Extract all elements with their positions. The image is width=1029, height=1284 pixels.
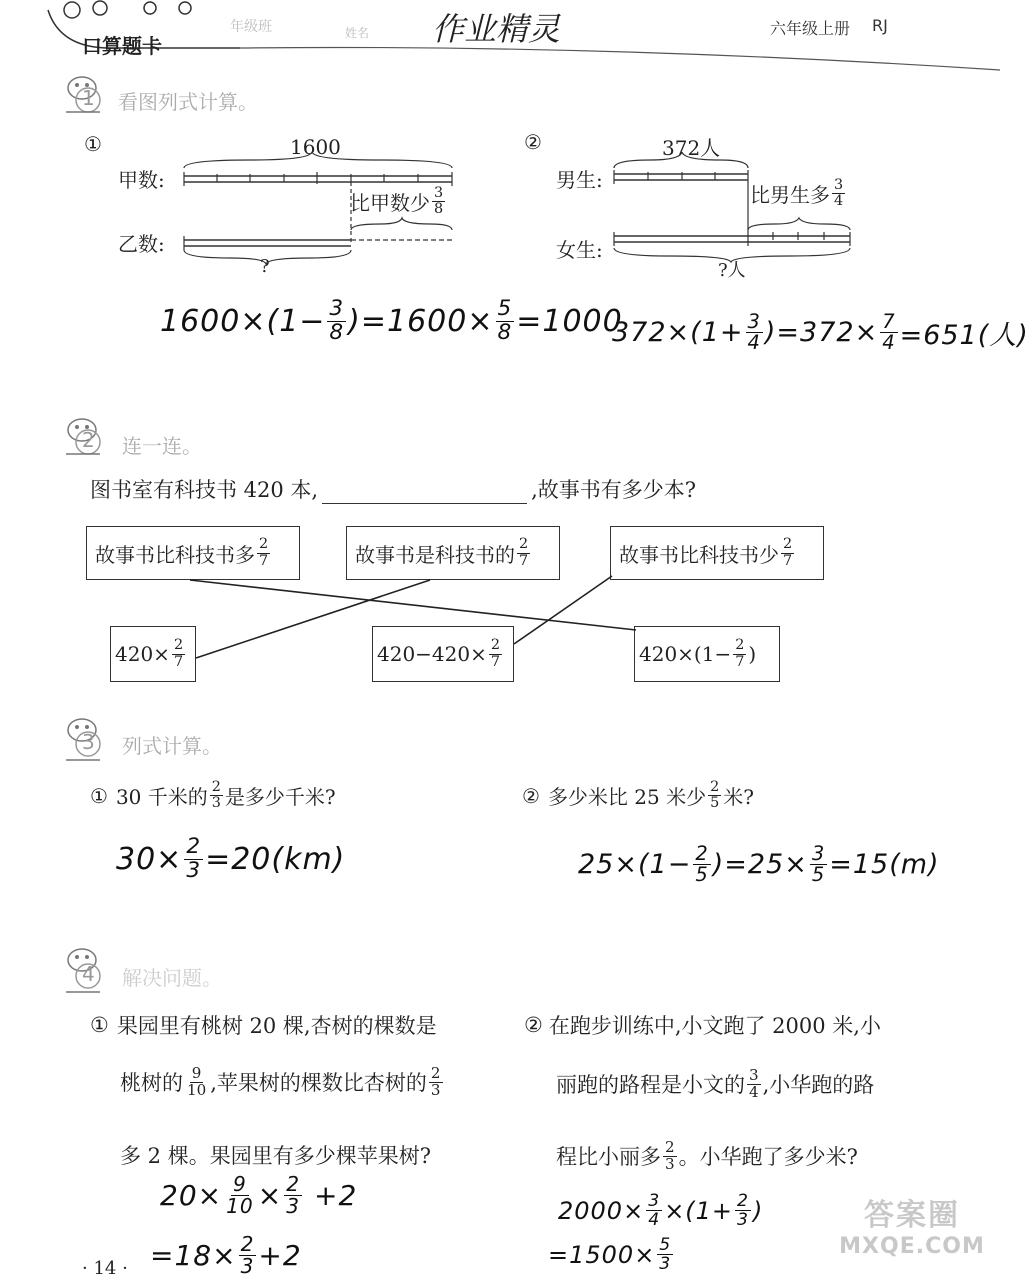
- watermark-top-text: 答案圈: [864, 1198, 960, 1233]
- s4-q1-line2: [120, 1066, 445, 1099]
- watermark-bottom-text: MXQE.COM: [839, 1234, 985, 1259]
- work-fraction: $\frac{2}{3}$: [737, 1191, 750, 1231]
- option-expression: ): [748, 642, 757, 666]
- option-text: 故事书是科技书的: [355, 542, 515, 567]
- option-text: 故事书比科技书少: [619, 542, 779, 567]
- s4-q1-line1: [90, 1010, 437, 1040]
- s1-p1-row1-label: 甲数:: [118, 168, 165, 192]
- s4-q1-work2: [150, 1234, 302, 1277]
- s1-p1-question: ?: [260, 256, 270, 277]
- s4-q2-work2: [548, 1236, 675, 1273]
- question-marker: ②: [524, 1013, 543, 1037]
- option-fraction: $\frac{2}{7}$: [735, 637, 745, 670]
- section-title: 列式计算。: [122, 734, 222, 758]
- note-fraction: 3 4: [834, 177, 844, 210]
- question-marker: ②: [522, 783, 540, 808]
- work-part: 20×: [160, 1179, 223, 1213]
- question-fraction: 9 10: [187, 1064, 207, 1099]
- header-edition: RJ: [872, 16, 888, 35]
- section-number: 2: [82, 428, 95, 452]
- work-part: =1500×: [548, 1240, 656, 1269]
- question-fraction: 2 3: [211, 779, 221, 812]
- option-expression: 420×: [115, 642, 170, 666]
- s3-q2: [522, 780, 754, 811]
- s1-p2-marker: ②: [524, 130, 542, 154]
- question-marker: ①: [90, 1013, 109, 1037]
- s1-p1-marker: ①: [84, 132, 102, 156]
- answer-part: 25×(1−: [578, 849, 692, 881]
- s1-p1-row2-label: 乙数:: [118, 232, 165, 256]
- answer-fraction: $\frac{3}{4}$: [747, 310, 761, 355]
- s4-q1-work1: [160, 1174, 357, 1217]
- section-number: 3: [82, 730, 95, 754]
- answer-part: =15(m): [829, 849, 940, 881]
- work-part: +2: [258, 1239, 302, 1273]
- s1-p2-total-label: 372人: [662, 136, 721, 160]
- match-line-2: [196, 580, 430, 658]
- header-title: 作业精灵: [432, 10, 561, 48]
- note-text: 比甲数少: [350, 191, 430, 216]
- answer-fraction: $\frac{2}{3}$: [186, 834, 202, 883]
- answer-part: 1600×(1−: [160, 303, 326, 339]
- answer-part: 30×: [116, 841, 183, 877]
- question-text: 图书室有科技书 420 本,: [90, 478, 319, 502]
- option-fraction: 2 7: [519, 536, 529, 569]
- header-grade: 六年级上册: [770, 19, 851, 38]
- s4-q2-work1: [558, 1192, 763, 1229]
- answer-part: )=1600×: [348, 303, 494, 339]
- question-text: 丽跑的路程是小文的: [556, 1073, 745, 1098]
- match-line-3: [514, 576, 612, 644]
- answer-part: 372×(1+: [612, 317, 744, 349]
- work-part: ×: [257, 1179, 283, 1213]
- header-faint-name: 姓名: [345, 26, 370, 40]
- work-fraction: $\frac{9}{10}$: [226, 1172, 254, 1219]
- s3-q1: [90, 780, 336, 811]
- answer-fraction: $\frac{3}{8}$: [329, 296, 345, 345]
- question-fraction: 2 3: [430, 1064, 441, 1099]
- section-title: 看图列式计算。: [118, 90, 258, 114]
- work-part: =18×: [150, 1239, 237, 1273]
- work-fraction: $\frac{3}{4}$: [648, 1191, 661, 1231]
- work-part: +2: [314, 1179, 358, 1213]
- option-fraction: 2 7: [783, 536, 793, 569]
- answer-fraction: $\frac{2}{5}$: [695, 842, 709, 887]
- option-text: 故事书比科技书多: [95, 542, 255, 567]
- work-fraction: $\frac{2}{3}$: [286, 1172, 301, 1219]
- answer-fraction: $\frac{3}{5}$: [811, 842, 826, 887]
- watermark-logo: [832, 1190, 992, 1270]
- s3-q2-answer: [578, 844, 940, 886]
- question-fraction: 3 4: [749, 1066, 759, 1101]
- section-number: 4: [82, 962, 95, 986]
- section-number: 1: [82, 86, 95, 110]
- question-text: ,小华跑的路: [762, 1073, 875, 1098]
- question-text: 果园里有桃树 20 棵,杏树的棵数是: [116, 1014, 437, 1038]
- question-marker: ①: [90, 783, 108, 808]
- question-text: 是多少千米?: [224, 785, 336, 810]
- s1-p2-row1-label: 男生:: [556, 168, 603, 192]
- section-header-3: [60, 712, 360, 762]
- question-text: 米?: [723, 785, 754, 810]
- note-text: 比男生多: [750, 183, 830, 208]
- question-text: 程比小丽多: [556, 1145, 661, 1170]
- s1-p2-question: ?人: [718, 260, 746, 281]
- option-fraction: 2 7: [259, 536, 269, 569]
- work-fraction: $\frac{2}{3}$: [240, 1232, 255, 1279]
- work-part: 2000×: [558, 1196, 645, 1225]
- section-title: 解决问题。: [122, 966, 222, 990]
- note-fraction: 3 8: [434, 185, 444, 218]
- section-header-4: [60, 942, 360, 998]
- question-text: ,苹果树的棵数比杏树的: [210, 1071, 427, 1096]
- question-text: 在跑步训练中,小文跑了 2000 米,小: [548, 1014, 881, 1038]
- s4-q2-line2: [556, 1068, 874, 1101]
- page-number: · 14 ·: [82, 1258, 128, 1279]
- s1-p1-total-label: 1600: [290, 135, 341, 159]
- work-fraction: $\frac{5}{3}$: [659, 1235, 672, 1275]
- question-text: 。小华跑了多少米?: [678, 1145, 858, 1170]
- question-text: 多少米比 25 米少: [547, 785, 707, 810]
- answer-part: )=25×: [712, 849, 808, 881]
- answer-part: =20(km): [205, 841, 346, 877]
- question-fraction: 2 3: [665, 1138, 675, 1173]
- answer-part: )=372×: [764, 317, 879, 349]
- work-part: ): [753, 1196, 764, 1225]
- question-text: ,故事书有多少本?: [531, 478, 697, 502]
- option-fraction: $\frac{2}{7}$: [173, 637, 184, 670]
- option-fraction: $\frac{2}{7}$: [490, 637, 501, 670]
- brand-logo: 口算题卡: [82, 34, 162, 58]
- section-title: 连一连。: [122, 434, 202, 458]
- question-fraction: 2 5: [710, 779, 720, 812]
- answer-part: =651(人): [899, 320, 1029, 352]
- work-part: ×(1+: [664, 1196, 734, 1225]
- answer-part: =1000: [516, 303, 623, 339]
- s3-q1-answer: [116, 836, 345, 882]
- answer-fraction: $\frac{7}{4}$: [882, 310, 896, 355]
- header-faint-label: 年级班: [230, 19, 272, 35]
- answer-fraction: $\frac{5}{8}$: [497, 296, 513, 345]
- s4-q1-line3: 多 2 棵。果园里有多少棵苹果树?: [120, 1144, 431, 1168]
- option-expression: 420×(1−: [639, 642, 732, 666]
- s1-p2-row2-label: 女生:: [556, 238, 603, 262]
- option-expression: 420−420×: [377, 642, 487, 666]
- s4-q2-line3: [556, 1140, 858, 1173]
- question-text: 桃树的: [120, 1071, 183, 1096]
- question-text: 30 千米的: [115, 785, 208, 810]
- s4-q2-line1: [524, 1010, 881, 1040]
